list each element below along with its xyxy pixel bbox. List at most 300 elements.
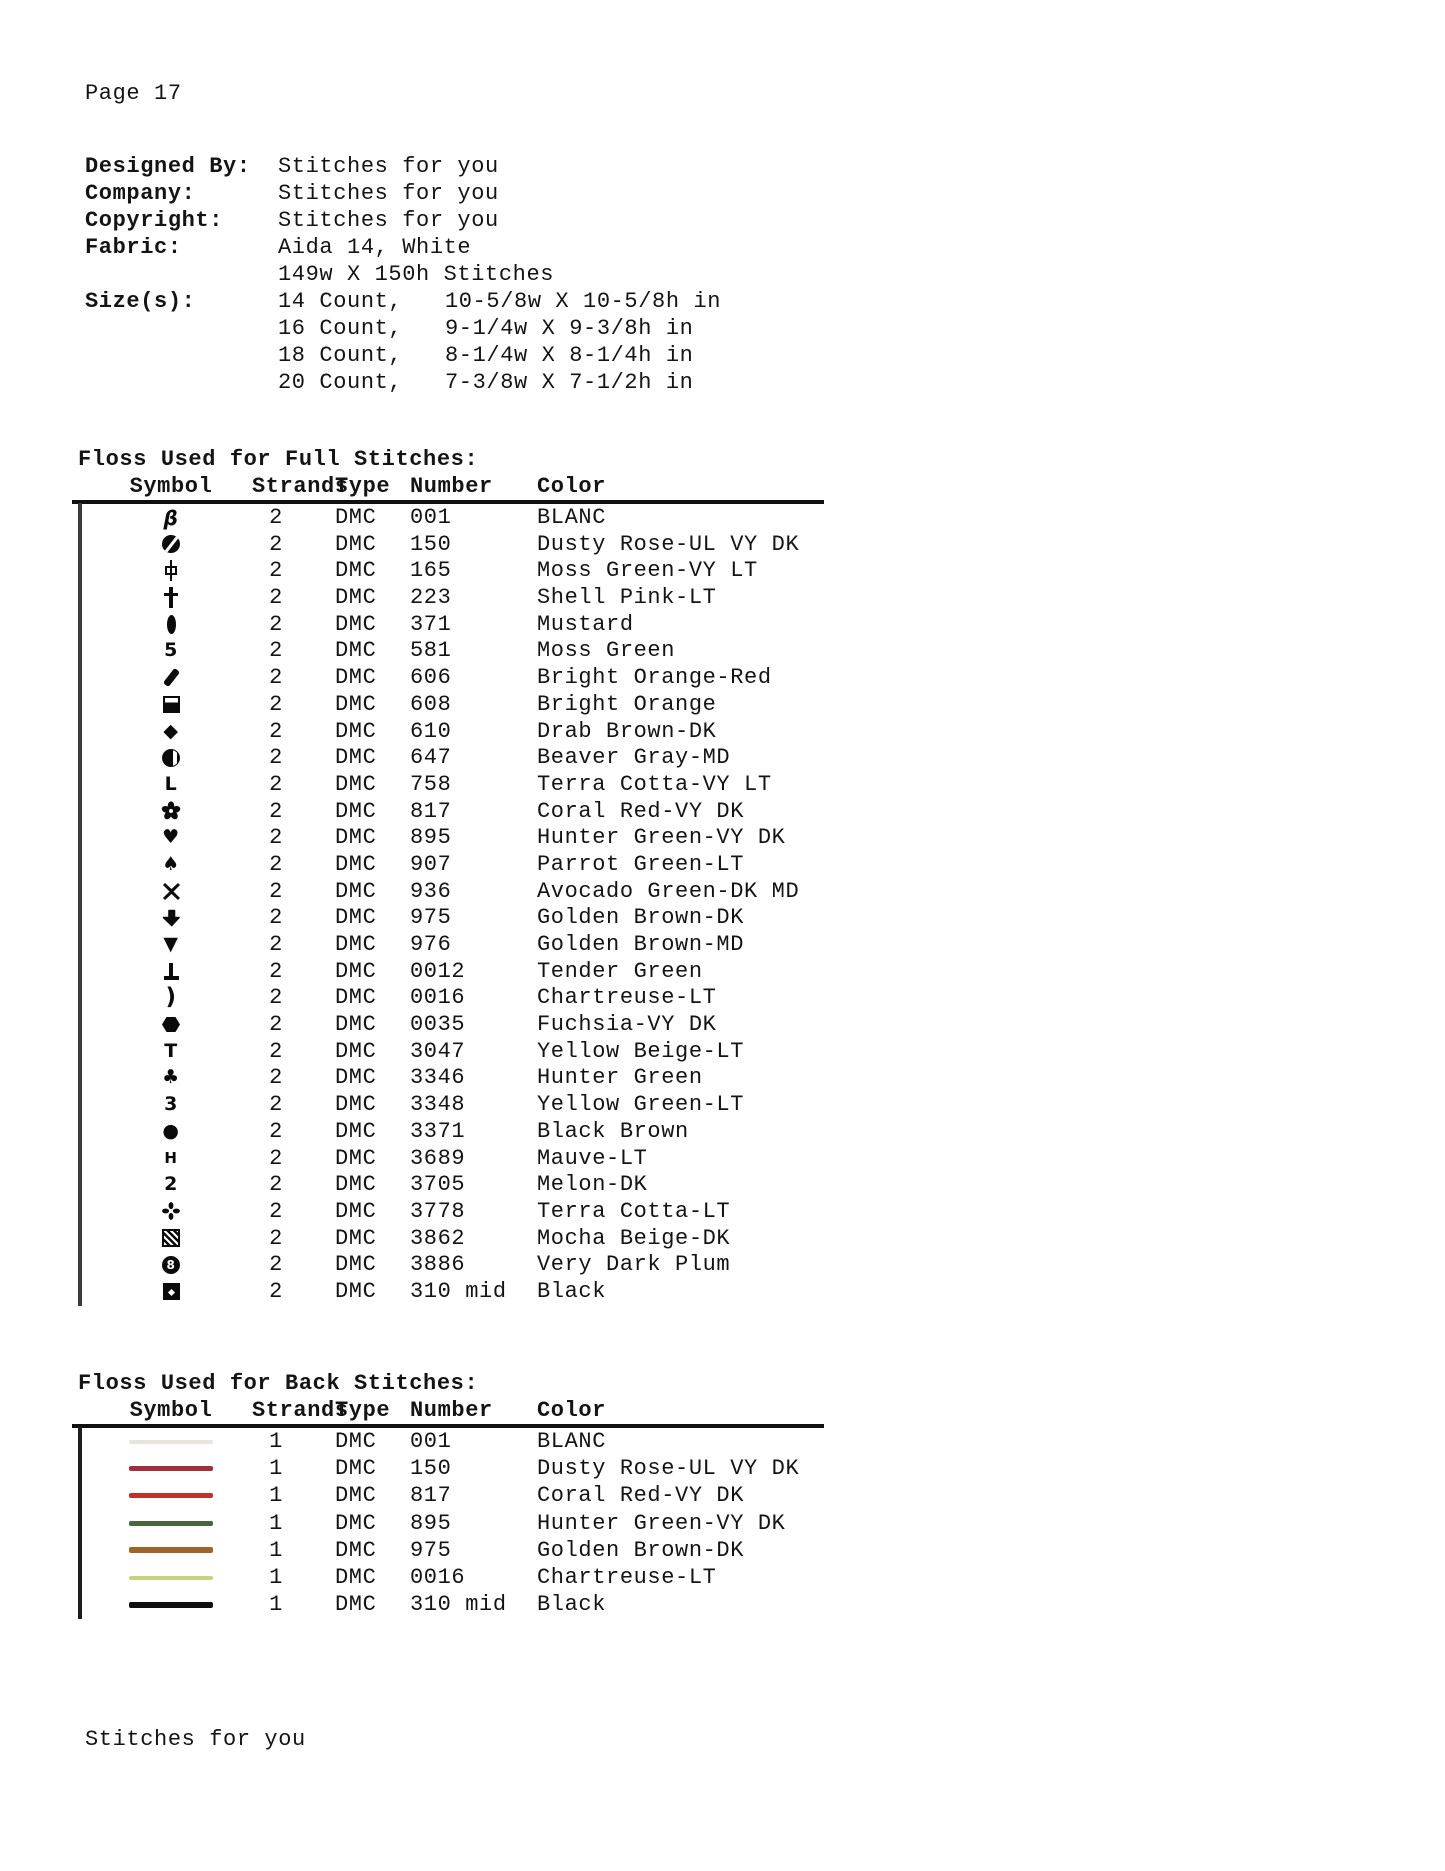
strands-cell: 2	[269, 1225, 283, 1251]
type-cell: DMC	[335, 558, 377, 584]
strands-cell: 2	[269, 1038, 283, 1064]
floss-row	[72, 637, 824, 664]
symbol-cell	[102, 828, 240, 847]
meta-label: Size(s):	[85, 289, 196, 314]
number-cell: 3348	[410, 1092, 466, 1118]
strands-cell: 2	[269, 851, 283, 877]
type-cell: DMC	[335, 745, 377, 771]
floss-color-swatch	[78, 663, 82, 692]
ellipse-icon	[167, 615, 176, 634]
color-cell: Hunter Green-VY DK	[537, 1510, 786, 1536]
type-cell: DMC	[335, 531, 377, 557]
floss-color-swatch	[78, 1010, 82, 1039]
meta-row	[85, 342, 721, 369]
square-half-icon	[163, 696, 180, 713]
floss-row	[72, 664, 824, 691]
type-cell: DMC	[335, 611, 377, 637]
full-stitches-rows	[72, 504, 824, 1305]
meta-value-dimensions: 7-3/8w X 7-1/2h in	[445, 370, 694, 395]
floss-row	[72, 1251, 824, 1278]
symbol-cell	[102, 641, 240, 660]
symbol-cell	[102, 883, 240, 900]
meta-value-dimensions: 8-1/4w X 8-1/4h in	[445, 343, 694, 368]
symbol-cell	[102, 801, 240, 821]
symbol-cell	[102, 1602, 240, 1608]
number-cell: 3047	[410, 1038, 466, 1064]
number-cell: 3346	[410, 1065, 466, 1091]
strands-cell: 1	[269, 1456, 283, 1482]
strands-cell: 2	[269, 505, 283, 530]
type-cell: DMC	[335, 1252, 377, 1278]
symbol-cell	[102, 963, 240, 980]
floss-row	[72, 504, 824, 531]
color-cell: Black Brown	[537, 1118, 689, 1144]
number-cell: 817	[410, 798, 452, 824]
meta-label: Fabric:	[85, 235, 182, 260]
spade-symbol: ♠	[162, 852, 180, 875]
symbol-cell	[102, 986, 240, 1009]
meta-value: Stitches for you	[278, 181, 499, 206]
column-header: Type	[335, 474, 391, 499]
floss-color-swatch	[78, 1427, 82, 1456]
symbol-cell	[102, 1229, 240, 1247]
type-cell: DMC	[335, 851, 377, 877]
color-cell: BLANC	[537, 1429, 607, 1455]
type-cell: DMC	[335, 985, 377, 1011]
floss-row	[72, 1198, 824, 1225]
type-cell: DMC	[335, 798, 377, 824]
box-stem-icon	[164, 560, 178, 581]
hatch-square-icon	[162, 1229, 180, 1247]
floss-row	[72, 984, 824, 1011]
strands-cell: 2	[269, 771, 283, 797]
floss-row	[72, 1564, 824, 1591]
meta-label: Company:	[85, 181, 196, 206]
strands-cell: 2	[269, 1172, 283, 1198]
number-cell: 371	[410, 611, 452, 637]
type-cell: DMC	[335, 585, 377, 611]
type-cell: DMC	[335, 1456, 377, 1482]
type-cell: DMC	[335, 1225, 377, 1251]
heart-symbol: ♥	[162, 826, 180, 849]
strands-cell: 2	[269, 1198, 283, 1224]
strands-cell: 2	[269, 691, 283, 717]
circle-eight-icon: 8	[162, 1256, 180, 1274]
meta-row	[85, 369, 721, 396]
number-cell: 976	[410, 932, 452, 957]
floss-row	[72, 691, 824, 718]
strands-cell: 2	[269, 958, 283, 984]
floss-row	[72, 1591, 824, 1618]
number-cell: 0012	[410, 958, 466, 984]
meta-row	[85, 288, 721, 315]
number-cell: 223	[410, 585, 452, 611]
strands-cell: 2	[269, 1092, 283, 1118]
floss-color-swatch	[78, 610, 82, 639]
color-cell: Mustard	[537, 611, 634, 637]
color-cell: Hunter Green-VY DK	[537, 825, 786, 851]
type-cell: DMC	[335, 1278, 377, 1304]
floss-row	[72, 771, 824, 798]
symbol-cell	[102, 1466, 240, 1471]
floss-color-swatch	[78, 1224, 82, 1253]
strands-cell: 2	[269, 745, 283, 771]
floss-row	[72, 851, 824, 878]
type-cell: DMC	[335, 771, 377, 797]
floss-color-swatch	[78, 1170, 82, 1199]
number-cell: 001	[410, 1429, 452, 1455]
type-cell: DMC	[335, 1172, 377, 1198]
strands-cell: 2	[269, 558, 283, 584]
color-cell: Golden Brown-DK	[537, 1537, 745, 1563]
circle-slash-icon	[162, 535, 180, 553]
color-cell: Bright Orange-Red	[537, 665, 772, 691]
type-cell: DMC	[335, 1198, 377, 1224]
color-cell: Hunter Green	[537, 1065, 703, 1091]
type-cell: DMC	[335, 1092, 377, 1118]
number-cell: 3862	[410, 1225, 466, 1251]
letter-h-symbol: H	[164, 1148, 178, 1167]
type-cell: DMC	[335, 1012, 377, 1038]
meta-value-dimensions: 10-5/8w X 10-5/8h in	[445, 289, 722, 314]
type-cell: DMC	[335, 505, 377, 530]
floss-row	[72, 1225, 824, 1252]
floss-color-swatch	[78, 556, 82, 585]
meta-row	[85, 234, 721, 261]
floss-color-swatch	[78, 1590, 82, 1619]
type-cell: DMC	[335, 1429, 377, 1455]
floss-row	[72, 1011, 824, 1038]
symbol-cell	[102, 535, 240, 553]
strands-cell: 2	[269, 665, 283, 691]
color-cell: Tender Green	[537, 958, 703, 984]
type-cell: DMC	[335, 905, 377, 931]
color-cell: Bright Orange	[537, 691, 717, 717]
backstitch-line-icon	[129, 1547, 213, 1553]
number-cell: 895	[410, 1510, 452, 1536]
floss-color-swatch	[78, 1509, 82, 1538]
floss-color-swatch	[78, 1197, 82, 1226]
symbol-cell	[102, 1119, 240, 1142]
meta-row	[85, 153, 721, 180]
type-cell: DMC	[335, 1065, 377, 1091]
column-header: Strands	[252, 1398, 349, 1423]
floss-row	[72, 1537, 824, 1564]
column-header: Color	[537, 1398, 607, 1423]
color-cell: Very Dark Plum	[537, 1252, 731, 1278]
symbol-cell	[102, 1440, 240, 1444]
floss-color-swatch	[78, 1117, 82, 1146]
color-cell: Coral Red-VY DK	[537, 798, 745, 824]
meta-label: Designed By:	[85, 154, 251, 179]
type-cell: DMC	[335, 932, 377, 957]
color-cell: Black	[537, 1278, 607, 1304]
color-cell: Coral Red-VY DK	[537, 1483, 745, 1509]
floss-row	[72, 584, 824, 611]
strands-cell: 2	[269, 798, 283, 824]
strands-cell: 2	[269, 531, 283, 557]
number-cell: 0016	[410, 985, 466, 1011]
strands-cell: 2	[269, 638, 283, 664]
number-cell: 3778	[410, 1198, 466, 1224]
symbol-cell	[102, 1521, 240, 1526]
floss-row	[72, 1455, 824, 1482]
number-cell: 581	[410, 638, 452, 664]
full-stitches-section	[72, 446, 824, 1305]
number-cell: 3705	[410, 1172, 466, 1198]
floss-color-swatch	[78, 1481, 82, 1510]
meta-value: 16 Count,	[278, 316, 403, 341]
up-tack-icon	[164, 963, 179, 980]
type-cell: DMC	[335, 1483, 377, 1509]
floss-row	[72, 1482, 824, 1509]
page-number-label: Page 17	[85, 81, 182, 106]
strands-cell: 1	[269, 1429, 283, 1455]
floss-row	[72, 718, 824, 745]
floss-row	[72, 824, 824, 851]
symbol-cell	[102, 615, 240, 634]
floss-color-swatch	[78, 823, 82, 852]
color-cell: Moss Green-VY LT	[537, 558, 758, 584]
back-stitches-title: Floss Used for Back Stitches:	[78, 1371, 479, 1396]
color-cell: Shell Pink-LT	[537, 585, 717, 611]
color-cell: Melon-DK	[537, 1172, 648, 1198]
symbol-cell	[102, 772, 240, 795]
floss-row	[72, 744, 824, 771]
strands-cell: 2	[269, 1145, 283, 1171]
strands-cell: 2	[269, 1065, 283, 1091]
floss-color-swatch	[78, 1454, 82, 1483]
floss-row	[72, 798, 824, 825]
letter-l-symbol: L	[164, 772, 178, 795]
back-stitches-section	[72, 1370, 824, 1618]
symbol-cell	[102, 1283, 240, 1300]
number-cell: 0016	[410, 1565, 466, 1591]
symbol-cell	[102, 1039, 240, 1062]
floss-row	[72, 1510, 824, 1537]
floss-row	[72, 904, 824, 931]
color-cell: Terra Cotta-LT	[537, 1198, 731, 1224]
symbol-cell	[102, 696, 240, 713]
floss-row	[72, 1038, 824, 1065]
floss-color-swatch	[78, 877, 82, 906]
strands-cell: 2	[269, 611, 283, 637]
color-cell: Parrot Green-LT	[537, 851, 745, 877]
floss-row	[72, 1428, 824, 1455]
backstitch-line-icon	[129, 1440, 213, 1444]
number-cell: 310 mid	[410, 1592, 507, 1618]
symbol-cell	[102, 1017, 240, 1032]
column-header: Color	[537, 474, 607, 499]
symbol-cell	[102, 1493, 240, 1498]
number-cell: 310 mid	[410, 1278, 507, 1304]
floss-color-swatch	[78, 1563, 82, 1592]
strands-cell: 1	[269, 1565, 283, 1591]
type-cell: DMC	[335, 1510, 377, 1536]
symbol-cell	[102, 1547, 240, 1553]
symbol-cell	[102, 935, 240, 954]
number-cell: 647	[410, 745, 452, 771]
number-cell: 3371	[410, 1118, 466, 1144]
column-header: Symbol	[129, 474, 213, 499]
column-header: Number	[410, 1398, 493, 1423]
triangle-down-symbol: ▼	[163, 933, 179, 955]
type-cell: DMC	[335, 1537, 377, 1563]
symbol-cell	[102, 1068, 240, 1087]
column-header: Type	[335, 1398, 391, 1423]
number-cell: 975	[410, 905, 452, 931]
meta-row	[85, 315, 721, 342]
meta-row	[85, 207, 721, 234]
color-cell: Yellow Green-LT	[537, 1092, 745, 1118]
floss-color-swatch	[78, 503, 82, 532]
floss-color-swatch	[78, 1250, 82, 1279]
floss-row	[72, 611, 824, 638]
number-cell: 3689	[410, 1145, 466, 1171]
back-stitches-header-row	[72, 1397, 824, 1423]
backstitch-line-icon	[129, 1576, 213, 1580]
color-cell: Dusty Rose-UL VY DK	[537, 531, 800, 557]
color-cell: BLANC	[537, 505, 607, 530]
symbol-cell	[102, 1175, 240, 1194]
floss-color-swatch	[78, 1144, 82, 1173]
meta-value: 20 Count,	[278, 370, 403, 395]
floss-color-swatch	[78, 1037, 82, 1066]
backstitch-line-icon	[129, 1521, 213, 1526]
full-stitches-header-row	[72, 473, 824, 499]
number-cell: 936	[410, 878, 452, 904]
floss-color-swatch	[78, 1063, 82, 1092]
type-cell: DMC	[335, 825, 377, 851]
backstitch-line-icon	[129, 1602, 213, 1608]
meta-value: Stitches for you	[278, 154, 499, 179]
strands-cell: 2	[269, 1278, 283, 1304]
floss-color-swatch	[78, 930, 82, 959]
footer-signature: Stitches for you	[85, 1727, 306, 1752]
strands-cell: 2	[269, 585, 283, 611]
number-cell: 907	[410, 851, 452, 877]
floss-color-swatch	[78, 583, 82, 612]
number-cell: 817	[410, 1483, 452, 1509]
dot-symbol: ●	[162, 1119, 180, 1142]
type-cell: DMC	[335, 665, 377, 691]
color-cell: Dusty Rose-UL VY DK	[537, 1456, 800, 1482]
floss-color-swatch	[78, 1536, 82, 1565]
floss-color-swatch	[78, 903, 82, 932]
color-cell: Beaver Gray-MD	[537, 745, 731, 771]
symbol-cell	[102, 505, 240, 530]
number-cell: 001	[410, 505, 452, 530]
strands-cell: 1	[269, 1483, 283, 1509]
color-cell: Golden Brown-DK	[537, 905, 745, 931]
floss-row	[72, 1064, 824, 1091]
back-stitches-rows	[72, 1428, 824, 1618]
floss-row	[72, 1278, 824, 1305]
paren-symbol: )	[165, 984, 177, 1011]
strands-cell: 1	[269, 1592, 283, 1618]
strands-cell: 2	[269, 718, 283, 744]
symbol-cell	[102, 1256, 240, 1274]
number-cell: 975	[410, 1537, 452, 1563]
symbol-cell	[102, 852, 240, 875]
meta-value: Aida 14, White	[278, 235, 472, 260]
floss-row	[72, 557, 824, 584]
color-cell: Mocha Beige-DK	[537, 1225, 731, 1251]
symbol-cell	[102, 719, 240, 742]
floss-color-swatch	[78, 743, 82, 772]
floss-color-swatch	[78, 797, 82, 826]
floss-row	[72, 1145, 824, 1172]
color-cell: Chartreuse-LT	[537, 985, 717, 1011]
color-cell: Yellow Beige-LT	[537, 1038, 745, 1064]
color-cell: Drab Brown-DK	[537, 718, 717, 744]
strands-cell: 1	[269, 1537, 283, 1563]
number-cell: 165	[410, 558, 452, 584]
floss-color-swatch	[78, 1277, 82, 1306]
number-cell: 758	[410, 771, 452, 797]
strands-cell: 2	[269, 932, 283, 957]
floss-row	[72, 1118, 824, 1145]
floss-row	[72, 531, 824, 558]
strands-cell: 2	[269, 878, 283, 904]
type-cell: DMC	[335, 1592, 377, 1618]
meta-row	[85, 180, 721, 207]
three-symbol: 3	[164, 1093, 178, 1116]
column-header: Number	[410, 474, 493, 499]
meta-value: 14 Count,	[278, 289, 403, 314]
type-cell: DMC	[335, 1118, 377, 1144]
strands-cell: 2	[269, 825, 283, 851]
backstitch-line-icon	[129, 1493, 213, 1498]
pattern-metadata-block	[85, 153, 721, 396]
floss-row	[72, 958, 824, 985]
type-cell: DMC	[335, 691, 377, 717]
type-cell: DMC	[335, 718, 377, 744]
diamond-symbol: ◆	[163, 719, 179, 742]
symbol-cell	[102, 587, 240, 608]
slash-bar-icon	[162, 668, 179, 687]
floss-row	[72, 1091, 824, 1118]
five-symbol: 5	[164, 639, 178, 662]
color-cell: Moss Green	[537, 638, 676, 664]
column-header: Symbol	[129, 1398, 213, 1423]
meta-value: 149w X 150h Stitches	[278, 262, 555, 287]
floss-color-swatch	[78, 850, 82, 879]
symbol-cell	[102, 749, 240, 767]
meta-value: 18 Count,	[278, 343, 403, 368]
color-cell: Avocado Green-DK MD	[537, 878, 800, 904]
meta-label: Copyright:	[85, 208, 224, 233]
full-stitches-title: Floss Used for Full Stitches:	[78, 447, 479, 472]
floss-color-swatch	[78, 636, 82, 665]
type-cell: DMC	[335, 1565, 377, 1591]
number-cell: 0035	[410, 1012, 466, 1038]
club-symbol: ♣	[162, 1066, 180, 1089]
strands-cell: 2	[269, 905, 283, 931]
floss-row	[72, 931, 824, 958]
square-dot-icon	[163, 1283, 180, 1300]
meta-row	[85, 261, 721, 288]
type-cell: DMC	[335, 1145, 377, 1171]
cross-icon	[164, 587, 178, 608]
number-cell: 610	[410, 718, 452, 744]
symbol-cell	[102, 909, 240, 927]
meta-value: Stitches for you	[278, 208, 499, 233]
floss-color-swatch	[78, 770, 82, 799]
strands-cell: 2	[269, 985, 283, 1011]
backstitch-line-icon	[129, 1466, 213, 1471]
color-cell: Terra Cotta-VY LT	[537, 771, 772, 797]
